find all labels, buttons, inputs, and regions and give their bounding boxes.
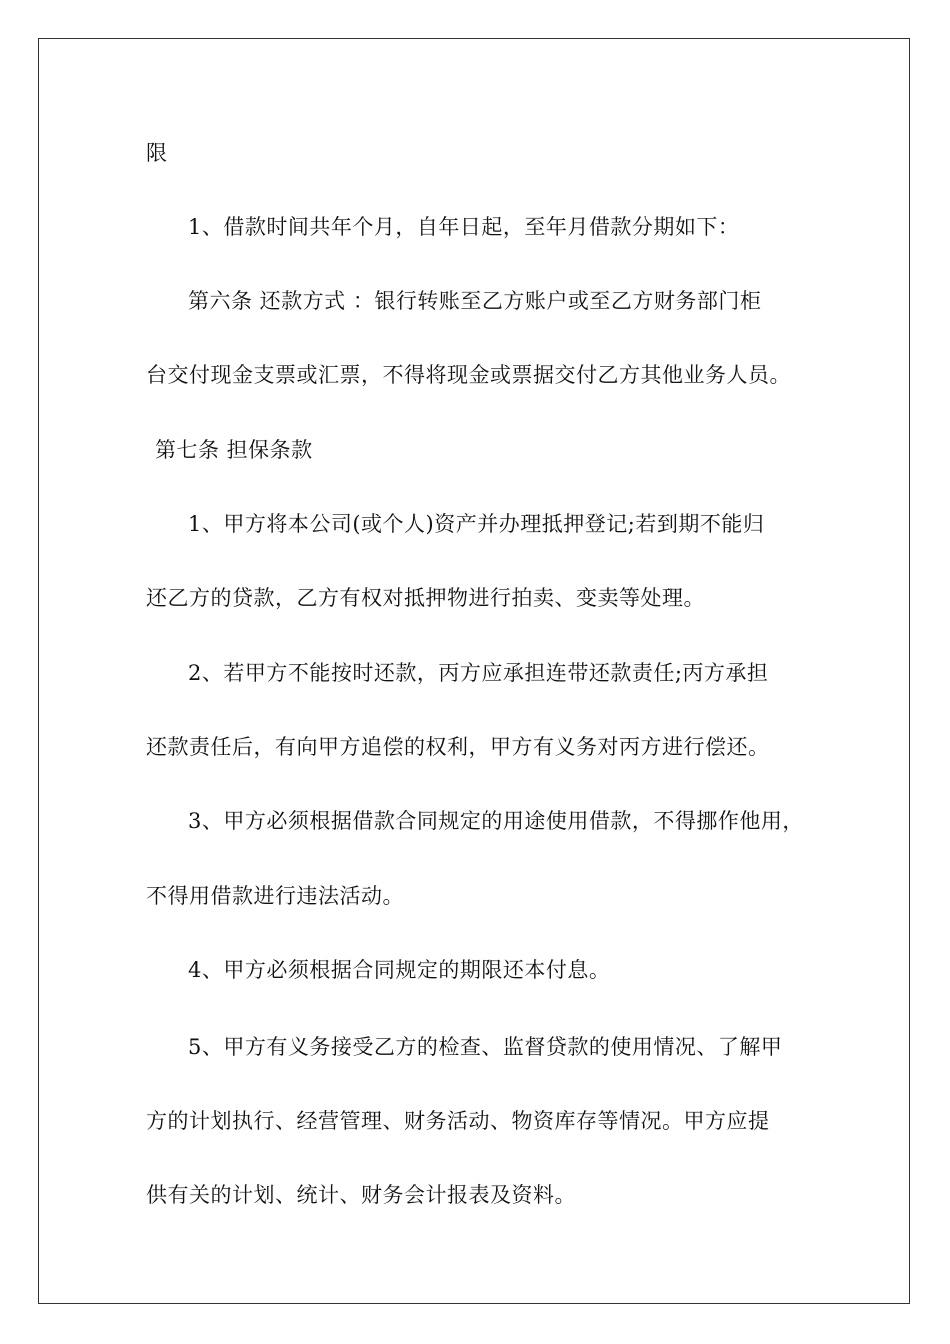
text-line: 1、借款时间共年个月，自年日起，至年月借款分期如下： bbox=[188, 215, 740, 239]
text-line: 不得用借款进行违法活动。 bbox=[146, 884, 404, 908]
text-line: 限 bbox=[146, 141, 168, 165]
text-line: 方的计划执行、经营管理、财务活动、物资库存等情况。甲方应提 bbox=[146, 1109, 770, 1133]
text-line: 3、甲方必须根据借款合同规定的用途使用借款，不得挪作他用， bbox=[188, 809, 804, 833]
text-line: 1、甲方将本公司(或个人)资产并办理抵押登记;若到期不能归 bbox=[188, 512, 765, 536]
text-line: 2、若甲方不能按时还款，丙方应承担连带还款责任;丙方承担 bbox=[188, 661, 769, 685]
text-line: 还款责任后，有向甲方追偿的权利，甲方有义务对丙方进行偿还。 bbox=[146, 735, 770, 759]
text-line: 台交付现金支票或汇票，不得将现金或票据交付乙方其他业务人员。 bbox=[146, 363, 791, 387]
text-line: 4、甲方必须根据合同规定的期限还本付息。 bbox=[188, 958, 611, 982]
section-heading: 第七条 担保条款 bbox=[155, 438, 313, 462]
text-line: 还乙方的贷款，乙方有权对抵押物进行拍卖、变卖等处理。 bbox=[146, 586, 705, 610]
text-line: 5、甲方有义务接受乙方的检查、监督贷款的使用情况、了解甲 bbox=[188, 1035, 783, 1059]
text-line: 第六条 还款方式 ：银行转账至乙方账户或至乙方财务部门柜 bbox=[188, 289, 762, 313]
text-line: 供有关的计划、统计、财务会计报表及资料。 bbox=[146, 1183, 576, 1207]
